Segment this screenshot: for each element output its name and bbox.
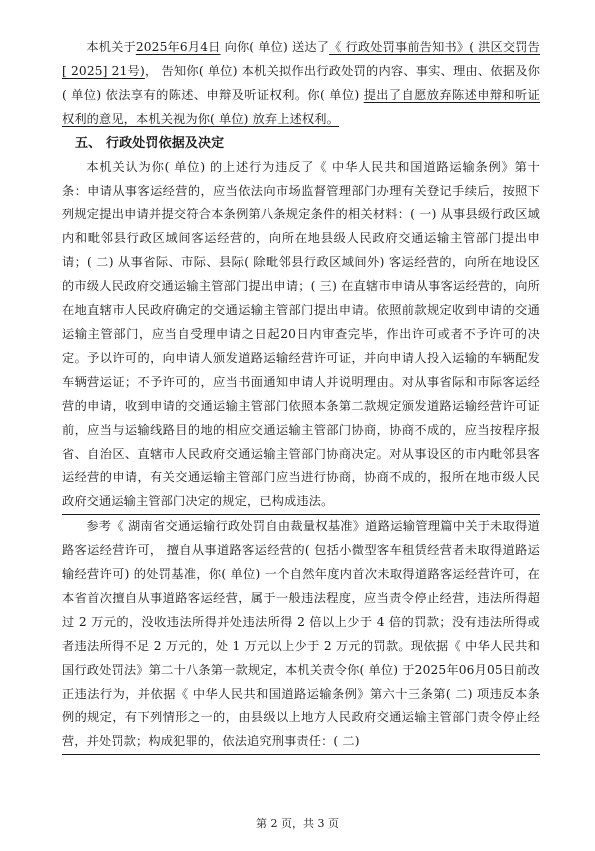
- notice-document-ref: 《 行政处罚事前告知书》( 洪区交罚告[ 2025] 21号): [62, 40, 540, 78]
- notice-text-1: 本机关于: [86, 40, 136, 54]
- notice-date: 2025年6月4日: [135, 40, 221, 54]
- paragraph-divider: [62, 754, 540, 755]
- notice-text-3: ， 告知你( 单位) 本机关拟作出行政处罚的内容、事实、理由、依据及你( 单位) 依法享有的陈述、申辩及听证权利。你( 单位): [62, 63, 540, 102]
- notice-waiver: 提出了自愿放弃陈述申辩和听证权利的意见，本机关视为你( 单位) 放弃上述权利。: [62, 87, 540, 126]
- page-number: 第 2 页，共 3 页: [256, 817, 339, 830]
- basis-paragraph: 本机关认为你( 单位) 的上述行为违反了《 中华人民共和国道路运输条例》第十条：申请从事客运经营的，应当依法向市场监督管理部门办理有关登记手续后，按照下列规定提出申请并提交符合本条例第八条规定条件的相关材料：( 一) 从事县级行政区域内和毗邻县行政区域间客运经营的，向所在地县级人民政府交通运输主管部门提出申请；( 二) 从事省际、市际、县际( 除毗邻县行政区域间外) 客运经营的，向所在地设区的市级人民政府交通运输主管部门提出申请；( 三) 在直辖市申请从事客运经营的，向所在地直辖市人民政府确定的交通运输主管部门提出申请。依照前款规定收到申请的交通运输主管部门，应当自受理申请之日起20日内审查完毕，作出许可或者不予许可的决定。予以许可的，向申请人颁发道路运输经营许可证，并向申请人投入运输的车辆配发车辆营运证；不予许可的，应当书面通知申请人并说明理由。对从事省际和市际客运经营的申请，收到申请的交通运输主管部门依照本条第二款规定颁发道路运输经营许可证前，应当与运输线路目的地的相应交通运输主管部门协商，协商不成的，应当按程序报省、自治区、直辖市人民政府交通运输主管部门协商决定。对从事设区的市内毗邻县客运经营的申请，有关交通运输主管部门应当进行协商，协商不成的，报所在地市级人民政府交通运输主管部门决定的规定，已构成违法。: [62, 159, 540, 509]
- notice-paragraph: [62, 36, 540, 132]
- section-heading: 五、 行政处罚依据及决定: [75, 135, 225, 151]
- document-body: [62, 36, 540, 755]
- notice-text-2: 向你( 单位) 送达了: [220, 40, 330, 54]
- reference-paragraph: 参考《 湖南省交通运输行政处罚自由裁量权基准》道路运输管理篇中关于未取得道路客运经营许可， 擅自从事道路客运经营的( 包括小微型客车租赁经营者未取得道路运输经营许可) 的处罚基准，你( 单位) 一个自然年度内首次未取得道路客运经营许可，在本省首次擅自从事道路客运经营，属于一般违法程度，应当责令停止经营，违法所得超过 2 万元的，没收违法所得并处违法所得 2 倍以上少于 4 倍的罚款；没有违法所得或者违法所得不足 2 万元的，处 1 万元以上少于 2 万元的罚款。现依据《 中华人民共和国行政处罚法》第二十八条第一款规定，本机关责令你( 单位) 于2025年06月05日前改正违法行为，并依据《 中华人民共和国道路运输条例》第六十三条第( 二) 项违反本条例的规定，有下列情形之一的，由县级以上地方人民政府交通运输主管部门责令停止经营，并处罚款；构成犯罪的，依法追究刑事责任：( 二): [62, 519, 540, 749]
